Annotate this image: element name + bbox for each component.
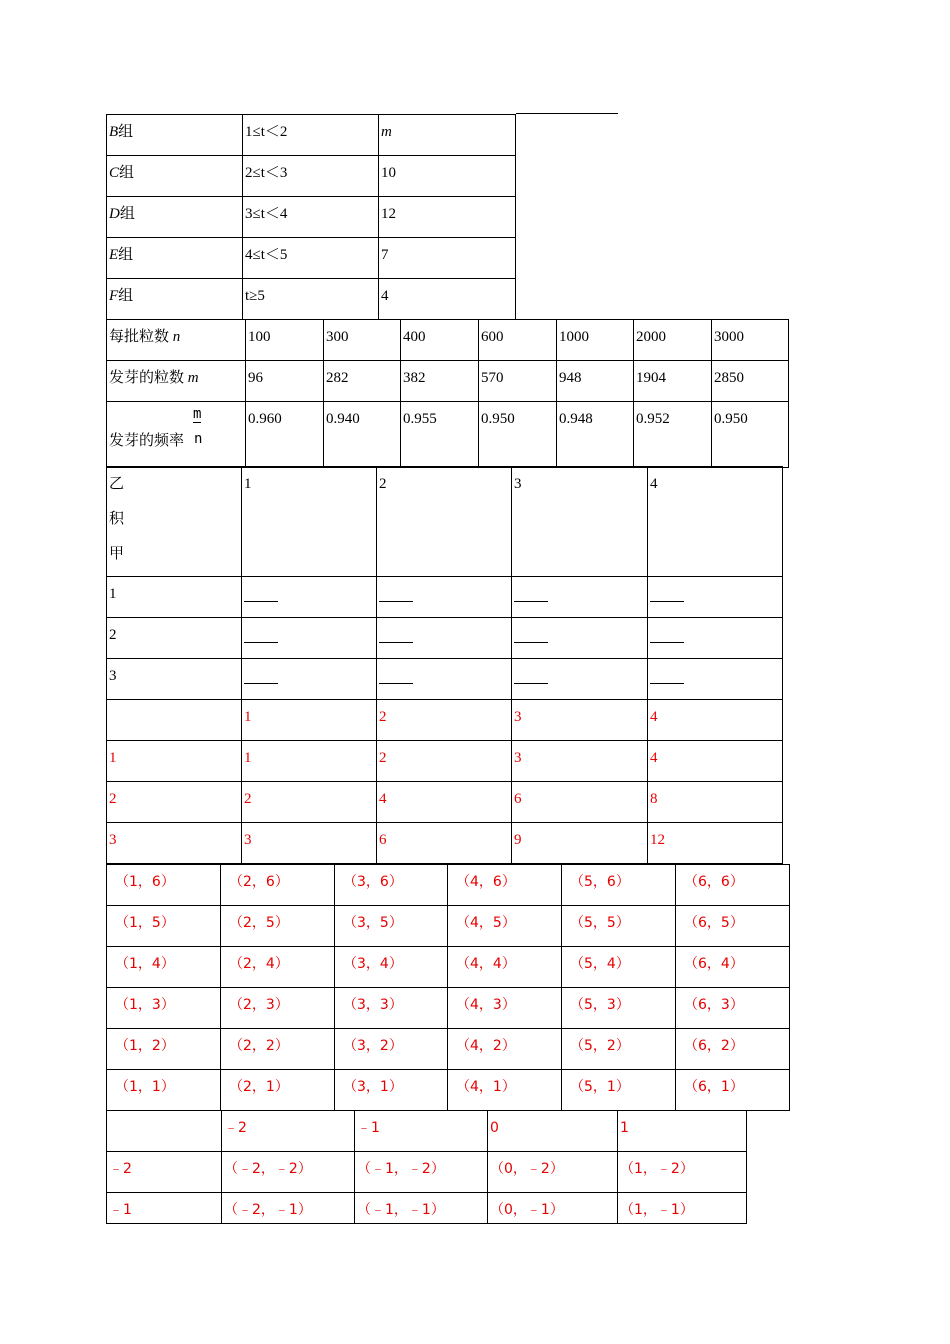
outcome-cell: （2，6）	[221, 865, 335, 906]
blank-cell	[512, 577, 648, 618]
blank-cell	[377, 577, 512, 618]
group-range: 2≤t＜3	[243, 156, 379, 197]
top-rule	[516, 113, 618, 114]
header-line: 甲	[109, 546, 125, 562]
pair-col-head: 1	[618, 1111, 747, 1152]
outcome-cell: （4，5）	[448, 906, 562, 947]
outcome-cell: （2，4）	[221, 947, 335, 988]
blank-cell	[377, 659, 512, 700]
freq-value: 0.940	[324, 402, 401, 468]
pair-col-head: ﹣2	[222, 1111, 355, 1152]
pair-col-head: 0	[488, 1111, 618, 1152]
col-head: 1	[242, 467, 377, 577]
answer-row-head: 2	[107, 782, 242, 823]
row-head: 3	[107, 659, 242, 700]
outcome-cell: （6，6）	[676, 865, 790, 906]
outcome-cell: （5，5）	[562, 906, 676, 947]
dice-outcome-table	[106, 864, 790, 1111]
outcome-cell: （3，5）	[335, 906, 448, 947]
outcome-cell: （3，2）	[335, 1029, 448, 1070]
freq-value: 0.950	[712, 402, 789, 468]
empty-corner	[107, 700, 242, 741]
group-label: C组	[107, 156, 243, 197]
blank-cell	[242, 618, 377, 659]
blank-cell	[512, 659, 648, 700]
n-value: 100	[246, 320, 324, 361]
group-count: 12	[379, 197, 516, 238]
germination-table	[106, 319, 789, 468]
group-row	[107, 279, 516, 320]
fraction-numerator: m	[193, 406, 202, 422]
n-value: 2000	[634, 320, 712, 361]
outcome-cell: （4，3）	[448, 988, 562, 1029]
row-label: 发芽的粒数 m	[107, 361, 246, 402]
answer-col-head: 2	[377, 700, 512, 741]
n-value: 300	[324, 320, 401, 361]
outcome-cell: （6，5）	[676, 906, 790, 947]
group-range: 4≤t＜5	[243, 238, 379, 279]
outcome-cell: （2，5）	[221, 906, 335, 947]
answer-col-head: 4	[648, 700, 783, 741]
outcome-row	[107, 906, 790, 947]
outcome-cell: （1，4）	[107, 947, 221, 988]
answer-cell: 3	[512, 741, 648, 782]
answer-cell: 1	[242, 741, 377, 782]
header-line: 乙	[109, 476, 125, 492]
group-range: 3≤t＜4	[243, 197, 379, 238]
group-label: B组	[107, 115, 243, 156]
group-row	[107, 156, 516, 197]
m-value: 2850	[712, 361, 789, 402]
pair-cell: （0，﹣1）	[488, 1193, 618, 1224]
outcome-cell: （6，1）	[676, 1070, 790, 1111]
pair-cell: （﹣2，﹣1）	[222, 1193, 355, 1224]
answer-cell: 2	[242, 782, 377, 823]
product-header-row	[107, 467, 783, 577]
answer-cell: 6	[377, 823, 512, 864]
outcome-cell: （5，6）	[562, 865, 676, 906]
outcome-row	[107, 1070, 790, 1111]
pair-row-head: ﹣1	[107, 1193, 222, 1224]
pair-cell: （﹣1，﹣1）	[355, 1193, 488, 1224]
row-head: 1	[107, 577, 242, 618]
answer-cell: 9	[512, 823, 648, 864]
group-count: 10	[379, 156, 516, 197]
n-value: 3000	[712, 320, 789, 361]
outcome-cell: （4，6）	[448, 865, 562, 906]
outcome-cell: （2，3）	[221, 988, 335, 1029]
answer-header-row	[107, 700, 783, 741]
m-value: 570	[479, 361, 557, 402]
outcome-cell: （4，2）	[448, 1029, 562, 1070]
row-head: 2	[107, 618, 242, 659]
answer-cell: 4	[648, 741, 783, 782]
freq-value: 0.955	[401, 402, 479, 468]
outcome-row	[107, 1029, 790, 1070]
blank-row	[107, 577, 783, 618]
header-line: 积	[109, 511, 125, 527]
group-label: F组	[107, 279, 243, 320]
answer-col-head: 3	[512, 700, 648, 741]
outcome-cell: （6，3）	[676, 988, 790, 1029]
row-label: 每批粒数 n	[107, 320, 246, 361]
col-head: 3	[512, 467, 648, 577]
pair-cell: （1，﹣1）	[618, 1193, 747, 1224]
group-range: t≥5	[243, 279, 379, 320]
col-head: 2	[377, 467, 512, 577]
outcome-cell: （3，4）	[335, 947, 448, 988]
outcome-cell: （1，2）	[107, 1029, 221, 1070]
outcome-cell: （1，5）	[107, 906, 221, 947]
group-row	[107, 197, 516, 238]
outcome-cell: （3，1）	[335, 1070, 448, 1111]
blank-cell	[512, 618, 648, 659]
batch-count-row	[107, 320, 789, 361]
blank-cell	[377, 618, 512, 659]
group-frequency-table	[106, 114, 516, 320]
pair-cell: （﹣1，﹣2）	[355, 1152, 488, 1193]
blank-row	[107, 618, 783, 659]
answer-row-head: 3	[107, 823, 242, 864]
germination-frequency-row	[107, 402, 789, 468]
outcome-cell: （4，4）	[448, 947, 562, 988]
answer-cell: 6	[512, 782, 648, 823]
row-label	[107, 402, 246, 468]
empty-corner	[107, 1111, 222, 1152]
answer-row	[107, 823, 783, 864]
answer-cell: 3	[242, 823, 377, 864]
group-label: E组	[107, 238, 243, 279]
outcome-cell: （2，2）	[221, 1029, 335, 1070]
n-value: 600	[479, 320, 557, 361]
outcome-cell: （5，1）	[562, 1070, 676, 1111]
outcome-cell: （5，2）	[562, 1029, 676, 1070]
group-count: m	[379, 115, 516, 156]
group-label: D组	[107, 197, 243, 238]
pair-col-head: ﹣1	[355, 1111, 488, 1152]
group-count: 4	[379, 279, 516, 320]
col-head: 4	[648, 467, 783, 577]
m-value: 382	[401, 361, 479, 402]
outcome-cell: （2，1）	[221, 1070, 335, 1111]
outcome-cell: （5，4）	[562, 947, 676, 988]
freq-value: 0.950	[479, 402, 557, 468]
group-row	[107, 115, 516, 156]
frequency-label: 发芽的频率	[109, 433, 185, 449]
outcome-cell: （3，3）	[335, 988, 448, 1029]
outcome-cell: （5，3）	[562, 988, 676, 1029]
blank-cell	[648, 618, 783, 659]
pair-cell: （﹣2，﹣2）	[222, 1152, 355, 1193]
m-value: 948	[557, 361, 634, 402]
n-value: 1000	[557, 320, 634, 361]
pair-header-row	[107, 1111, 747, 1152]
outcome-row	[107, 988, 790, 1029]
answer-cell: 12	[648, 823, 783, 864]
freq-value: 0.948	[557, 402, 634, 468]
outcome-cell: （6，4）	[676, 947, 790, 988]
freq-value: 0.960	[246, 402, 324, 468]
corner-header-cell	[107, 467, 242, 577]
answer-row	[107, 741, 783, 782]
answer-row	[107, 782, 783, 823]
blank-cell	[648, 577, 783, 618]
fraction-denominator: n	[194, 431, 203, 447]
freq-value: 0.952	[634, 402, 712, 468]
pair-row	[107, 1193, 747, 1224]
answer-cell: 2	[377, 741, 512, 782]
n-value: 400	[401, 320, 479, 361]
pair-row	[107, 1152, 747, 1193]
outcome-row	[107, 947, 790, 988]
blank-cell	[648, 659, 783, 700]
outcome-cell: （4，1）	[448, 1070, 562, 1111]
outcome-cell: （6，2）	[676, 1029, 790, 1070]
pair-table	[106, 1110, 747, 1224]
blank-row	[107, 659, 783, 700]
outcome-row	[107, 865, 790, 906]
group-range: 1≤t＜2	[243, 115, 379, 156]
outcome-cell: （1，1）	[107, 1070, 221, 1111]
pair-row-head: ﹣2	[107, 1152, 222, 1193]
group-row	[107, 238, 516, 279]
germinated-count-row	[107, 361, 789, 402]
m-value: 1904	[634, 361, 712, 402]
m-value: 96	[246, 361, 324, 402]
blank-cell	[242, 659, 377, 700]
blank-cell	[242, 577, 377, 618]
outcome-cell: （1，6）	[107, 865, 221, 906]
product-table	[106, 466, 783, 864]
answer-cell: 8	[648, 782, 783, 823]
answer-cell: 4	[377, 782, 512, 823]
outcome-cell: （1，3）	[107, 988, 221, 1029]
pair-cell: （1，﹣2）	[618, 1152, 747, 1193]
pair-cell: （0，﹣2）	[488, 1152, 618, 1193]
answer-row-head: 1	[107, 741, 242, 782]
outcome-cell: （3，6）	[335, 865, 448, 906]
group-count: 7	[379, 238, 516, 279]
m-value: 282	[324, 361, 401, 402]
answer-col-head: 1	[242, 700, 377, 741]
